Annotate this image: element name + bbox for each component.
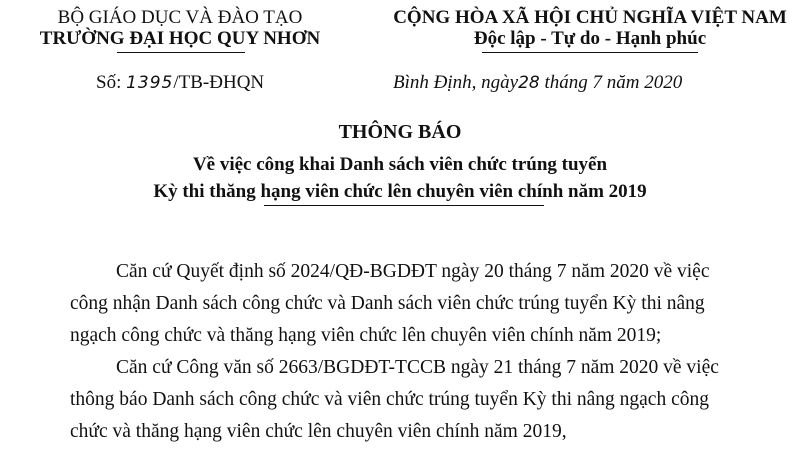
motto-underline [482, 52, 698, 53]
university-name: TRƯỜNG ĐẠI HỌC QUY NHƠN [39, 28, 321, 49]
document-number-value: 1395 [126, 73, 174, 93]
subtitle-underline [264, 205, 544, 206]
paragraph-line: thông báo Danh sách công chức và viên chức trúng tuyển Kỳ thi nâng ngạch công [70, 389, 709, 410]
paragraph-line: Căn cứ Quyết định số 2024/QĐ-BGDĐT ngày 20 tháng 7 năm 2020 về việc [116, 261, 710, 282]
national-motto: Độc lập - Tự do - Hạnh phúc [473, 28, 707, 49]
ministry-name: BỘ GIÁO DỤC VÀ ĐÀO TẠO [57, 7, 303, 28]
document-title: THÔNG BÁO [338, 121, 462, 143]
date-prefix: Bình Định, ngày [393, 72, 519, 93]
document-subtitle-line-1: Về việc công khai Danh sách viên chức trúng tuyển [192, 154, 608, 175]
paragraph-line: công nhận Danh sách công chức và Danh sách viên chức trúng tuyển Kỳ thi nâng [70, 293, 705, 314]
paragraph-line: chức và thăng hạng viên chức lên chuyên viên chính năm 2019, [70, 421, 567, 442]
place-date [393, 72, 682, 94]
republic-name: CỘNG HÒA XÃ HỘI CHỦ NGHĨA VIỆT NAM [393, 7, 787, 28]
date-suffix: tháng 7 năm 2020 [539, 72, 683, 93]
paragraph-2 [70, 352, 765, 448]
date-day: 28 [518, 73, 540, 93]
paragraph-line: ngạch công chức và thăng hạng viên chức lên chuyên viên chính năm 2019; [70, 325, 662, 346]
document-subtitle-line-2: Kỳ thi thăng hạng viên chức lên chuyên viên chính năm 2019 [153, 181, 647, 202]
document-number [96, 72, 264, 94]
paragraph-1 [70, 256, 765, 352]
paragraph-line: Căn cứ Công văn số 2663/BGDĐT-TCCB ngày 21 tháng 7 năm 2020 về việc [116, 357, 719, 378]
university-underline [117, 52, 245, 53]
document-number-prefix: Số: [96, 72, 127, 93]
document-number-suffix: /TB-ĐHQN [173, 72, 265, 93]
